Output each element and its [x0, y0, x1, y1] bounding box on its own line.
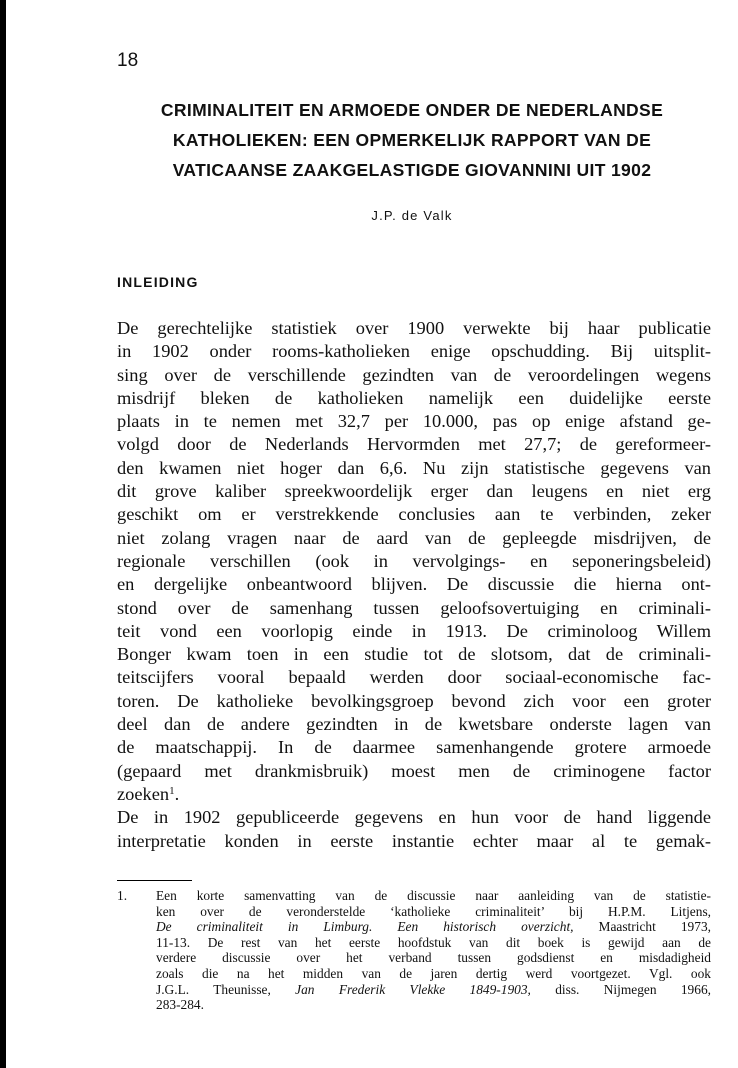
page-edge-rule	[0, 0, 6, 1068]
footnote-separator	[117, 880, 192, 881]
article-title	[108, 95, 716, 185]
footnote-line: ken over de veronderstelde ‘katholieke criminaliteit’ bij H.P.M. Litjens,	[156, 903, 711, 919]
footnote-line: 283-284.	[156, 997, 204, 1013]
citation-detail: diss. Nijmegen 1966,	[530, 981, 711, 997]
footnote-line: zoals die na het midden van de jaren dertig werd voortgezet. Vgl. ook	[156, 965, 711, 981]
body-line: en dergelijke onbeantwoord blijven. De discussie die hierna ont-	[117, 574, 711, 595]
body-line: in 1902 onder rooms-katholieken enige opschudding. Bij uitsplit-	[117, 341, 711, 362]
citation-author: J.G.L. Theunisse,	[156, 981, 296, 997]
page-number: 18	[117, 50, 139, 71]
footnote-line: Een korte samenvatting van de discussie naar aanleiding van de statistie-	[156, 888, 711, 903]
cited-title: De criminaliteit in Limburg. Een historisch overzicht,	[156, 919, 574, 935]
body-line: teit vond een voorlopig einde in 1913. De criminoloog Willem	[117, 620, 711, 641]
title-line: CRIMINALITEIT EN ARMOEDE ONDER DE NEDERLANDSE	[160, 100, 664, 120]
body-line-end: .	[174, 783, 180, 804]
footnote-line: 11-13. De rest van het eerste hoofdstuk van dit boek is gewijd aan de	[156, 934, 711, 950]
footnote-line	[156, 919, 711, 935]
body-line-with-footnote-ref	[117, 783, 711, 806]
footnote-line: verdere discussie over het verband tussen godsdienst en misdadigheid	[156, 950, 711, 966]
body-line: De gerechtelijke statistiek over 1900 verwekte bij haar publicatie	[117, 318, 711, 338]
footnote-line	[156, 982, 711, 998]
title-line: VATICAANSE ZAAKGELASTIGDE GIOVANNINI UIT 1902	[172, 160, 652, 180]
footnote-reference[interactable]: 1	[169, 784, 175, 797]
body-line: sing over de verschillende gezindten van de veroordelingen wegens	[117, 364, 711, 385]
body-line: regionale verschillen (ook in vervolgings- en seponeringsbeleid)	[117, 550, 711, 571]
footnote	[117, 888, 711, 1013]
body-line: De in 1902 gepubliceerde gegevens en hun voor de hand liggende	[117, 807, 711, 828]
body-line: stond over de samenhang tussen geloofsovertuiging en criminali-	[117, 597, 711, 618]
body-line: geschikt om er verstrekkende conclusies aan te verbinden, zeker	[117, 504, 711, 525]
body-line: plaats in te nemen met 32,7 per 10.000, pas op enige afstand ge-	[117, 411, 711, 432]
body-line: Bonger kwam toen in een studie tot de slotsom, dat de criminali-	[117, 644, 711, 665]
body-line: interpretatie konden in eerste instantie echter maar al te gemak-	[117, 830, 711, 851]
title-line: KATHOLIEKEN: EEN OPMERKELIJK RAPPORT VAN DE	[172, 130, 652, 150]
cited-title: Jan Frederik Vlekke 1849-1903,	[295, 981, 531, 997]
body-line: dit grove kaliber spreekwoordelijk erger dan leugens en niet erg	[117, 481, 711, 502]
footnote-text	[156, 888, 711, 1013]
body-line: deel dan de andere gezindten in de kwetsbare onderste lagen van	[117, 714, 711, 735]
body-line: toren. De katholieke bevolkingsgroep bevond zich voor een groter	[117, 690, 711, 711]
body-line: misdrijf bleken de katholieken namelijk een duidelijke eerste	[117, 387, 711, 408]
body-text	[117, 317, 711, 853]
body-line: volgd door de Nederlands Hervormden met 27,7; de gereformeer-	[117, 434, 711, 455]
author-name: J.P. de Valk	[371, 208, 453, 223]
body-line-text: zoeken	[117, 783, 170, 804]
body-line: niet zolang vragen naar de aard van de gepleegde misdrijven, de	[117, 527, 711, 548]
body-line: de maatschappij. In de daarmee samenhangende grotere armoede	[117, 737, 711, 758]
section-heading: INLEIDING	[117, 274, 199, 290]
body-line: teitscijfers vooral bepaald werden door sociaal-economische fac-	[117, 667, 711, 688]
footnote-number: 1.	[117, 888, 128, 903]
citation-detail: Maastricht 1973,	[573, 919, 711, 935]
body-line: (gepaard met drankmisbruik) moest men de criminogene factor	[117, 760, 711, 781]
body-line: den kwamen niet hoger dan 6,6. Nu zijn statistische gegevens van	[117, 457, 711, 478]
